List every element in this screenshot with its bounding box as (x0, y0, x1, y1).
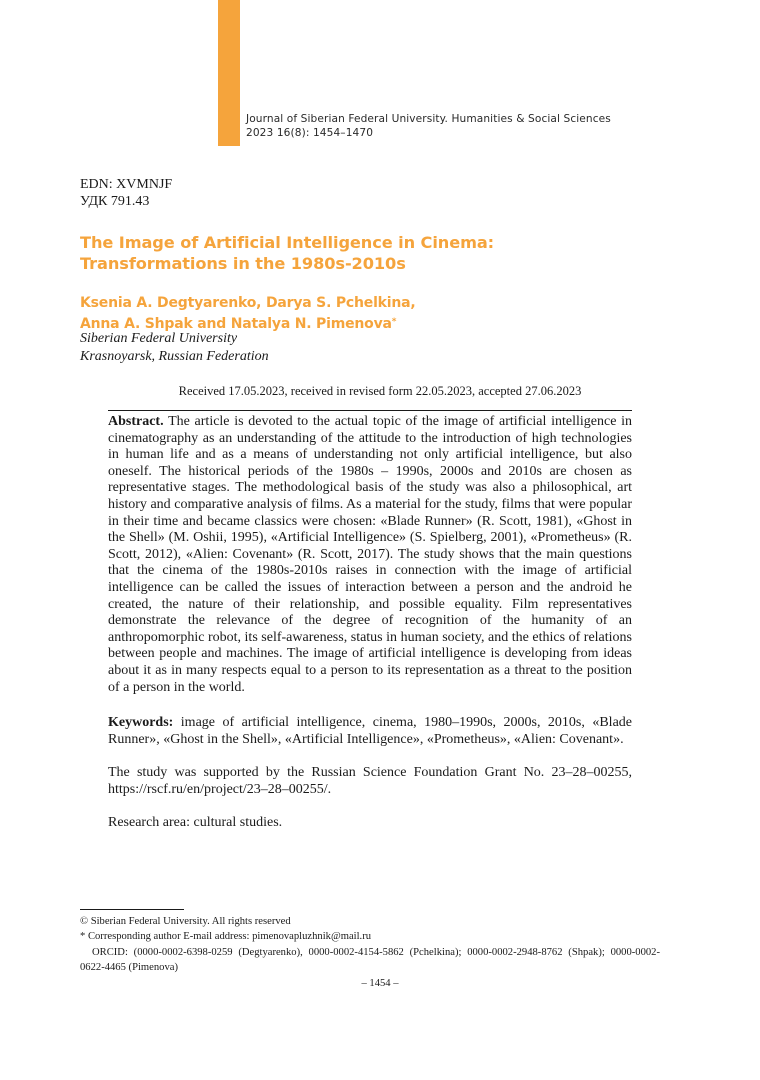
footnote-orcid: ORCID: (0000-0002-6398-0259 (Degtyarenko), 0000-0002-4154-5862 (Pchelkina); 0000-0002-2948-8762 (Shpak); 0000-0002-0622-4465 (Pimenova) (80, 946, 660, 973)
affiliation-location: Krasnoyarsk, Russian Federation (80, 349, 269, 364)
keywords (108, 715, 632, 748)
footnote-divider (80, 909, 184, 910)
corresponding-author-mark: * (391, 317, 397, 327)
grant-acknowledgement: The study was supported by the Russian Science Foundation Grant No. 23–28–00255, https://rscf.ru/en/project/23–28–00255/. (108, 765, 632, 797)
authors-line-2-text: Anna A. Shpak and Natalya N. Pimenova (80, 316, 392, 332)
received-dates: Received 17.05.2023, received in revised form 22.05.2023, accepted 27.06.2023 (178, 384, 582, 398)
article-title-line-1: The Image of Artificial Intelligence in Cinema: (80, 233, 495, 252)
abstract (108, 414, 632, 696)
footnotes (80, 914, 660, 975)
edn-code: EDN: XVMNJF (80, 177, 173, 192)
footnote-corresponding-author: * Corresponding author E-mail address: pimenovapluzhnik@mail.ru (80, 931, 372, 943)
keywords-text: image of artificial intelligence, cinema, 1980–1990s, 2000s, 2010s, «Blade Runner», «Ghost in the Shell», «Artificial Intelligence», «Prometheus», «Alien: Covenant». (108, 715, 632, 747)
journal-accent-bar (218, 0, 240, 146)
affiliation-university: Siberian Federal University (80, 331, 238, 346)
keywords-label: Keywords: (108, 715, 174, 730)
article-title-line-2: Transformations in the 1980s-2010s (80, 254, 406, 273)
abstract-divider (108, 410, 632, 411)
authors (80, 293, 416, 335)
abstract-text: The article is devoted to the actual topic of the image of artificial intelligence in cinematography as an understanding of the attitude to the introduction of high technologies in human life and as a means of understanding not only artificial intelligence, but also oneself. The historical periods of the 1980s – 1990s, 2000s and 2010s are chosen as representative stages. The methodological basis of the study was also a philosophical, art history and comparative analysis of films. As a material for the study, films that were popular in their time and became classics were chosen: «Blade Runner» (R. Scott, 1981), «Ghost in the Shell» (M. Oshii, 1995), «Artificial Intelligence» (S. Spielberg, 2001), «Prometheus» (R. Scott, 2012), «Alien: Covenant» (R. Scott, 2017). The study shows that the main questions that the cinema of the 1980s-2010s raises in connection with the image of artificial intelligence can be called the issues of interaction between a person and the android he created, the nature of their relationship, and possible equality. Film representatives demonstrate the relevance of the degree of recognition of the humanity of an anthropomorphic robot, its self-awareness, status in human society, and the ethics of relations between people and machines. The image of artificial intelligence is developing from ideas about it as in many respects equal to a person to its representation as a threat to the position of a person in the world. (108, 414, 633, 695)
journal-title: Journal of Siberian Federal University. Humanities & Social Sciences (246, 113, 611, 125)
udk-code: УДК 791.43 (80, 194, 150, 209)
article-title (80, 232, 494, 274)
footnote-copyright: © Siberian Federal University. All rights reserved (80, 916, 291, 927)
abstract-label: Abstract. (108, 414, 164, 429)
research-area: Research area: cultural studies. (108, 815, 283, 830)
journal-issue: 2023 16(8): 1454–1470 (246, 127, 374, 139)
page-number: – 1454 – (361, 978, 399, 989)
authors-line-1: Ksenia A. Degtyarenko, Darya S. Pchelkina, (80, 295, 416, 311)
